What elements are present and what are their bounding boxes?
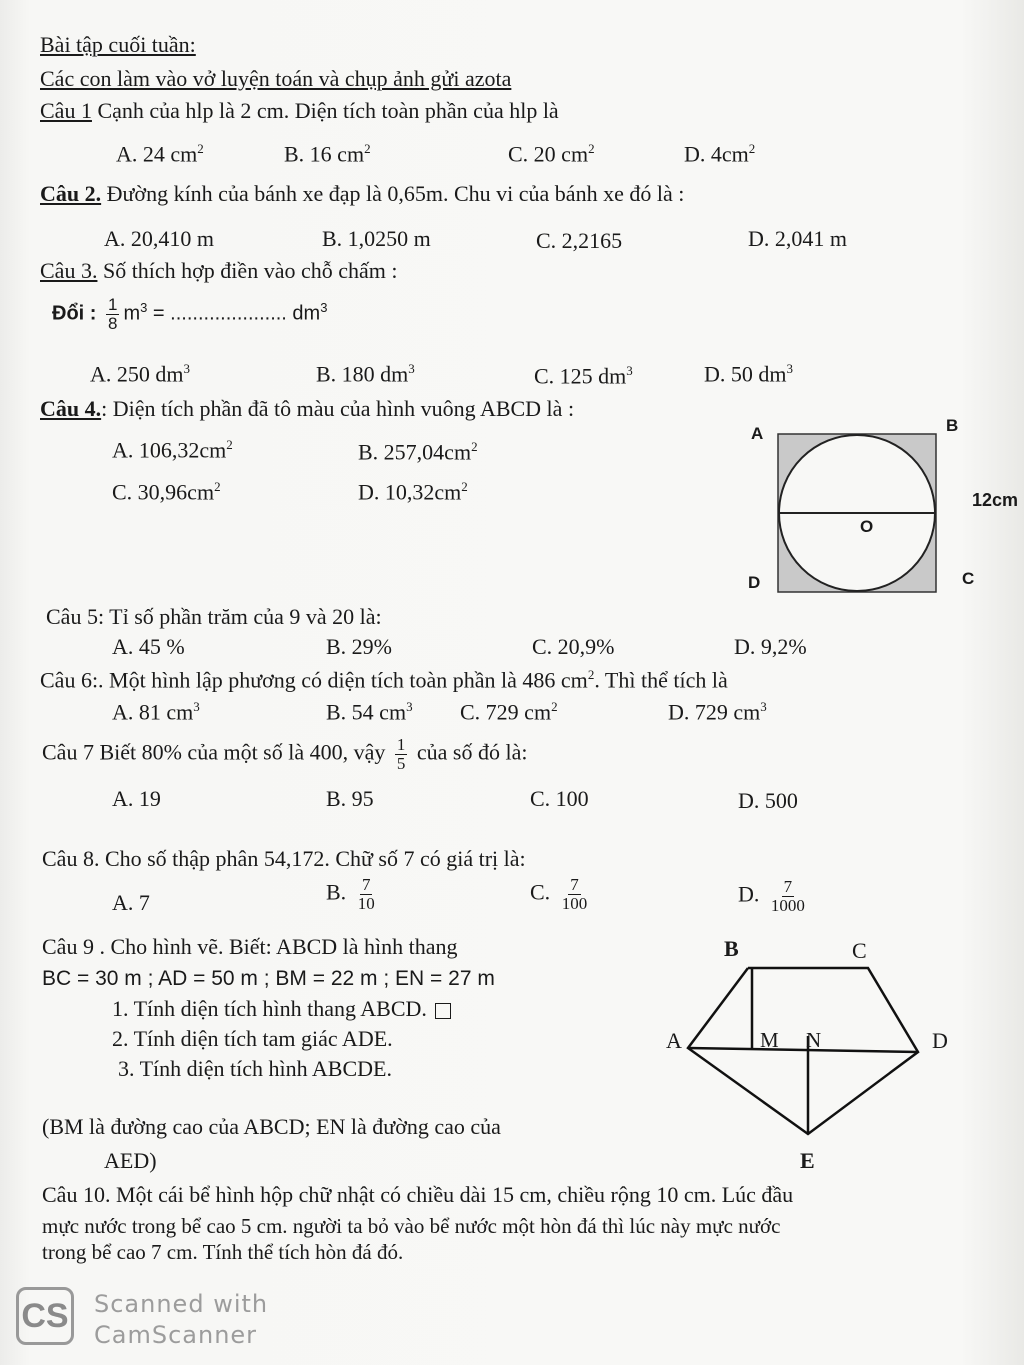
q9-given: BC = 30 m ; AD = 50 m ; BM = 22 m ; EN = 27 m — [42, 967, 495, 990]
question-8: Câu 8. Cho số thập phân 54,172. Chữ số 7 có giá trị là: — [42, 846, 526, 871]
q9-label-n: N — [806, 1028, 822, 1052]
question-3-text: Số thích hợp điền vào chỗ chấm : — [97, 258, 398, 283]
q3-option-b: B. 180 $dm^3$ — [316, 361, 415, 387]
q1-option-a: A. 24 $cm^2$ — [116, 141, 204, 167]
q4-label-c: C — [962, 569, 975, 588]
watermark-line-1: Scanned with — [94, 1290, 269, 1318]
q4-option-b: B. $257,04cm^2$ — [358, 439, 478, 465]
q8-option-b: B. $\frac{7}{10}$ — [326, 875, 375, 913]
q4-label-o: O — [860, 517, 874, 536]
q9-label-d: D — [932, 1028, 948, 1053]
q9-base-ad — [688, 1048, 918, 1052]
q7-option-a: A. 19 — [112, 786, 161, 811]
q3-option-c: C. 125 $dm^3$ — [534, 363, 633, 389]
question-4 — [40, 398, 574, 420]
question-3 — [40, 260, 397, 282]
q5-option-b: B. 29% — [326, 634, 392, 659]
q7-option-d: D. 500 — [738, 788, 798, 813]
q2-option-b: B. 1,0250 m — [322, 226, 431, 251]
q8-option-a: A. 7 — [112, 890, 150, 915]
q4-option-a: A. $106,32cm^2$ — [112, 437, 233, 463]
question-4-text: : Diện tích phần đã tô màu của hình vuông ABCD là : — [101, 396, 575, 421]
question-10-line-3: trong bể cao 7 cm. Tính thể tích hòn đá đó. — [42, 1240, 404, 1264]
question-2-text: Đường kính của bánh xe đạp là 0,65m. Chu vi của bánh xe đó là : — [101, 181, 685, 206]
camscanner-logo-icon: CS — [16, 1287, 74, 1345]
checkbox-icon — [435, 1003, 451, 1019]
watermark-line-2: CamScanner — [94, 1321, 258, 1349]
q3-fraction: $\frac{1}{8}$ — [108, 295, 118, 333]
q4-label-a: A — [751, 424, 764, 443]
q9-note-line-2: AED) — [104, 1148, 157, 1173]
q7-option-b: B. 95 — [326, 786, 374, 811]
q9-task-1: 1. Tính diện tích hình thang ABCD. — [112, 998, 451, 1020]
q4-option-c: C. $30,96cm^2$ — [112, 479, 221, 505]
q4-square-circle-figure — [770, 428, 940, 598]
q5-option-d: D. 9,2% — [734, 634, 807, 659]
q8-option-d: D. $\frac{7}{1000}$ — [738, 877, 805, 915]
question-9: Câu 9 . Cho hình vẽ. Biết: ABCD là hình thang — [42, 934, 458, 959]
q4-label-d: D — [748, 573, 761, 592]
question-10-line-2: mực nước trong bể cao 5 cm. người ta bỏ vào bể nước một hòn đá thì lúc này mực nước — [42, 1214, 781, 1238]
worksheet-title: Bài tập cuối tuần: — [40, 32, 196, 57]
q9-task-2: 2. Tính diện tích tam giác ADE. — [112, 1026, 393, 1051]
question-7: Câu 7 Biết 80% của một số là 400, vậy $\frac{1}{5}$ của số đó là: — [42, 735, 528, 773]
q2-option-a: A. 20,410 m — [104, 226, 214, 251]
question-1 — [40, 100, 559, 122]
q4-label-b: B — [946, 416, 959, 435]
question-1-label: Câu 1 — [40, 98, 92, 123]
q2-option-d: D. 2,041 m — [748, 226, 847, 251]
q4-option-d: D. $10,32cm^2$ — [358, 479, 468, 505]
q6-option-b: B. 54 $cm^3$ — [326, 699, 413, 725]
question-6: Câu 6:. Một hình lập phương có diện tích toàn phần là 486 $cm^2$. Thì thể tích là — [40, 667, 728, 693]
q5-option-a: A. 45 % — [112, 634, 185, 659]
q6-option-a: A. 81 $cm^3$ — [112, 699, 200, 725]
q9-label-e: E — [800, 1148, 815, 1173]
q1-option-b: B. 16 $cm^2$ — [284, 141, 371, 167]
q1-option-d: D. $4cm^2$ — [684, 141, 756, 167]
q8-option-c: C. $\frac{7}{100}$ — [530, 875, 588, 913]
q1-option-c: C. 20 $cm^2$ — [508, 141, 595, 167]
question-2-label: Câu 2. — [40, 181, 102, 206]
q9-note-line-1: (BM là đường cao của ABCD; EN là đường cao của — [42, 1114, 501, 1139]
q9-label-b: B — [724, 936, 739, 961]
q3-conversion: Đổi : $\frac{1}{8}$ $m^3$ = ..................... $dm^3$ — [52, 295, 328, 333]
q3-option-d: D. 50 $dm^3$ — [704, 361, 793, 387]
q9-label-m: M — [760, 1028, 779, 1052]
q6-option-d: D. 729 $cm^3$ — [668, 699, 767, 725]
q9-label-a: A — [666, 1028, 682, 1053]
worksheet-instruction: Các con làm vào vở luyện toán và chụp ảnh gửi azota — [40, 66, 512, 91]
question-4-label: Câu 4. — [40, 396, 102, 421]
question-1-text: Cạnh của hlp là 2 cm. Diện tích toàn phần của hlp là — [91, 98, 559, 123]
q5-option-c: C. 20,9% — [532, 634, 615, 659]
q9-label-c: C — [852, 938, 867, 963]
question-10-line-1: Câu 10. Một cái bể hình hộp chữ nhật có chiều dài 15 cm, chiều rộng 10 cm. Lúc đầu — [42, 1182, 794, 1207]
question-2 — [40, 183, 684, 205]
q4-side-length: 12cm — [972, 490, 1019, 510]
q3-option-a: A. 250 $dm^3$ — [90, 361, 190, 387]
q9-task-3: 3. Tính diện tích hình ABCDE. — [118, 1056, 392, 1081]
q7-fraction: $\frac{1}{5}$ — [396, 735, 406, 773]
q6-option-c: C. 729 $cm^2$ — [460, 699, 558, 725]
q7-option-c: C. 100 — [530, 786, 589, 811]
q2-option-c: C. 2,2165 — [536, 228, 623, 253]
question-3-label: Câu 3. — [40, 258, 98, 283]
question-5: Câu 5: Tỉ số phần trăm của 9 và 20 là: — [46, 604, 382, 629]
